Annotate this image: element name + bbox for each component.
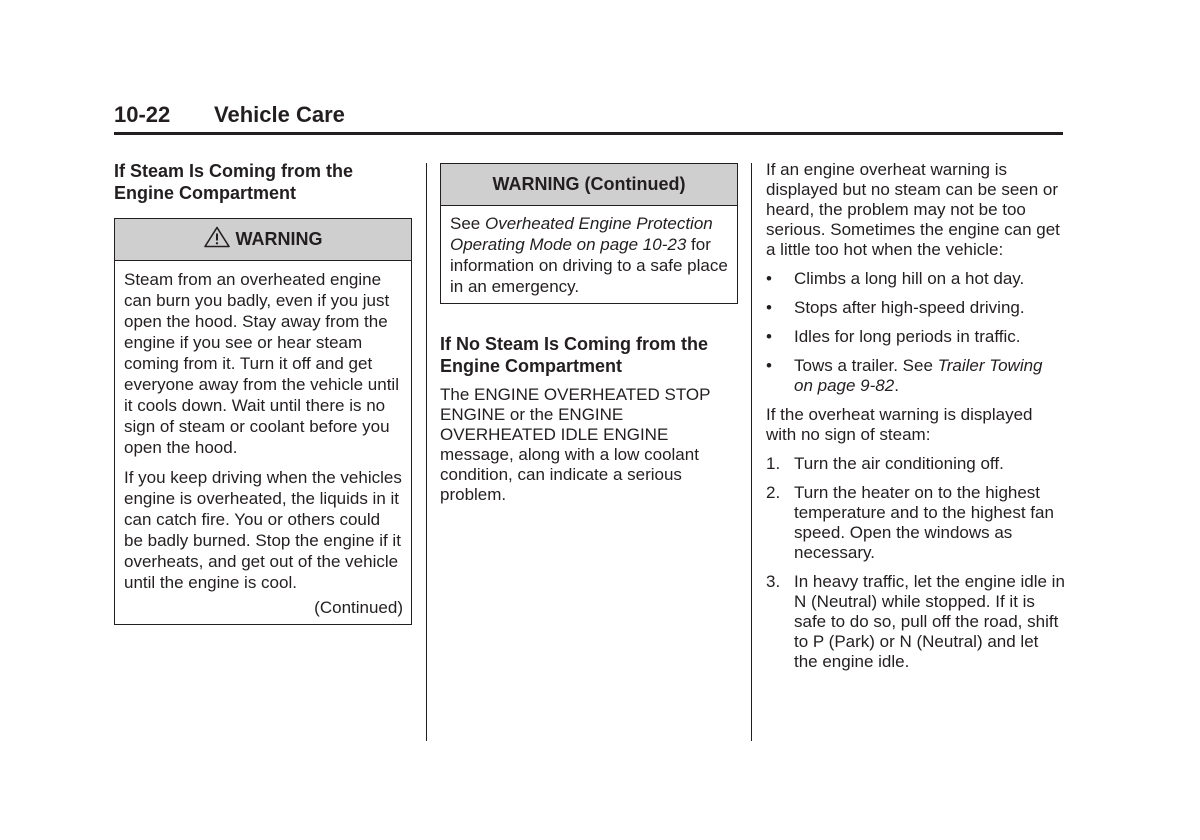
warning-header <box>115 219 411 261</box>
warning-box <box>114 218 412 625</box>
page-reference-link[interactable]: Trailer Towing on page 9-82 <box>794 356 1043 395</box>
list-item: 2. Turn the heater on to the highest temperature and to the highest fan speed. Open the windows as necessary. <box>766 483 1054 562</box>
warning-continued-box <box>440 163 738 304</box>
page-reference-link[interactable]: Overheated Engine Protection Operating Mode on page 10-23 <box>450 214 713 254</box>
warning-continued-body <box>441 206 737 303</box>
warning-paragraph: Steam from an overheated engine can burn you badly, even if you just open the hood. Stay away from the engine if you see or hear steam coming from it. Turn it off and get everyone away from the vehicle until it cools down. Wait until there is no sign of steam or coolant before you open the hood. <box>124 270 399 457</box>
list-item: • Stops after high-speed driving. <box>766 298 1025 317</box>
body-paragraph: The ENGINE OVERHEATED STOP ENGINE or the ENGINE OVERHEATED IDLE ENGINE message, along with a low coolant condition, can indicate a serious problem. <box>440 385 711 504</box>
column-2 <box>440 160 738 505</box>
step-number: 1. <box>766 454 781 473</box>
column-1 <box>114 160 412 625</box>
warning-paragraph: See Overheated Engine Protection Operating Mode on page 10-23 for information on driving to a safe place in an emergency. <box>450 214 728 296</box>
bullet-list <box>766 269 1066 396</box>
section-title: Vehicle Care <box>214 102 345 127</box>
step-number: 2. <box>766 483 781 502</box>
warning-body <box>115 261 411 624</box>
list-item: • Idles for long periods in traffic. <box>766 327 1021 346</box>
list-item: 1. Turn the air conditioning off. <box>766 454 1004 473</box>
section-heading: If No Steam Is Coming from the Engine Compartment <box>440 334 709 376</box>
warning-paragraph: If you keep driving when the vehicles engine is overheated, the liquids in it can catch fire. You or others could be badly burned. Stop the engine if it overheats, and get out of the vehicle until the engine is cool. <box>124 468 402 592</box>
list-item: • Climbs a long hill on a hot day. <box>766 269 1025 288</box>
step-number: 3. <box>766 572 781 591</box>
bullet-mark: • <box>766 269 772 288</box>
warning-title: WARNING <box>235 229 323 249</box>
warning-triangle-icon <box>204 226 230 253</box>
body-paragraph: If the overheat warning is displayed with no sign of steam: <box>766 405 1033 444</box>
list-item: 3. In heavy traffic, let the engine idle in N (Neutral) while stopped. If it is safe to do so, pull off the road, shift to P (Park) or N (Neutral) and let the engine idle. <box>766 572 1065 671</box>
column-divider <box>426 163 427 741</box>
list-item: • Tows a trailer. See Trailer Towing on page 9-82. <box>766 356 1043 395</box>
bullet-mark: • <box>766 327 772 346</box>
section-heading: If Steam Is Coming from the Engine Compartment <box>114 161 354 203</box>
page-number: 10-22 <box>114 102 171 127</box>
column-divider <box>751 163 752 741</box>
numbered-list <box>766 454 1066 672</box>
column-3 <box>766 160 1066 672</box>
continued-label: (Continued) <box>314 598 403 617</box>
page-header <box>114 100 1063 135</box>
warning-continued-header: WARNING (Continued) <box>441 164 737 206</box>
body-paragraph: If an engine overheat warning is displayed but no steam can be seen or heard, the problem may not be too serious. Sometimes the engine can get a little too hot when the vehicle: <box>766 160 1060 259</box>
bullet-mark: • <box>766 356 772 375</box>
bullet-mark: • <box>766 298 772 317</box>
